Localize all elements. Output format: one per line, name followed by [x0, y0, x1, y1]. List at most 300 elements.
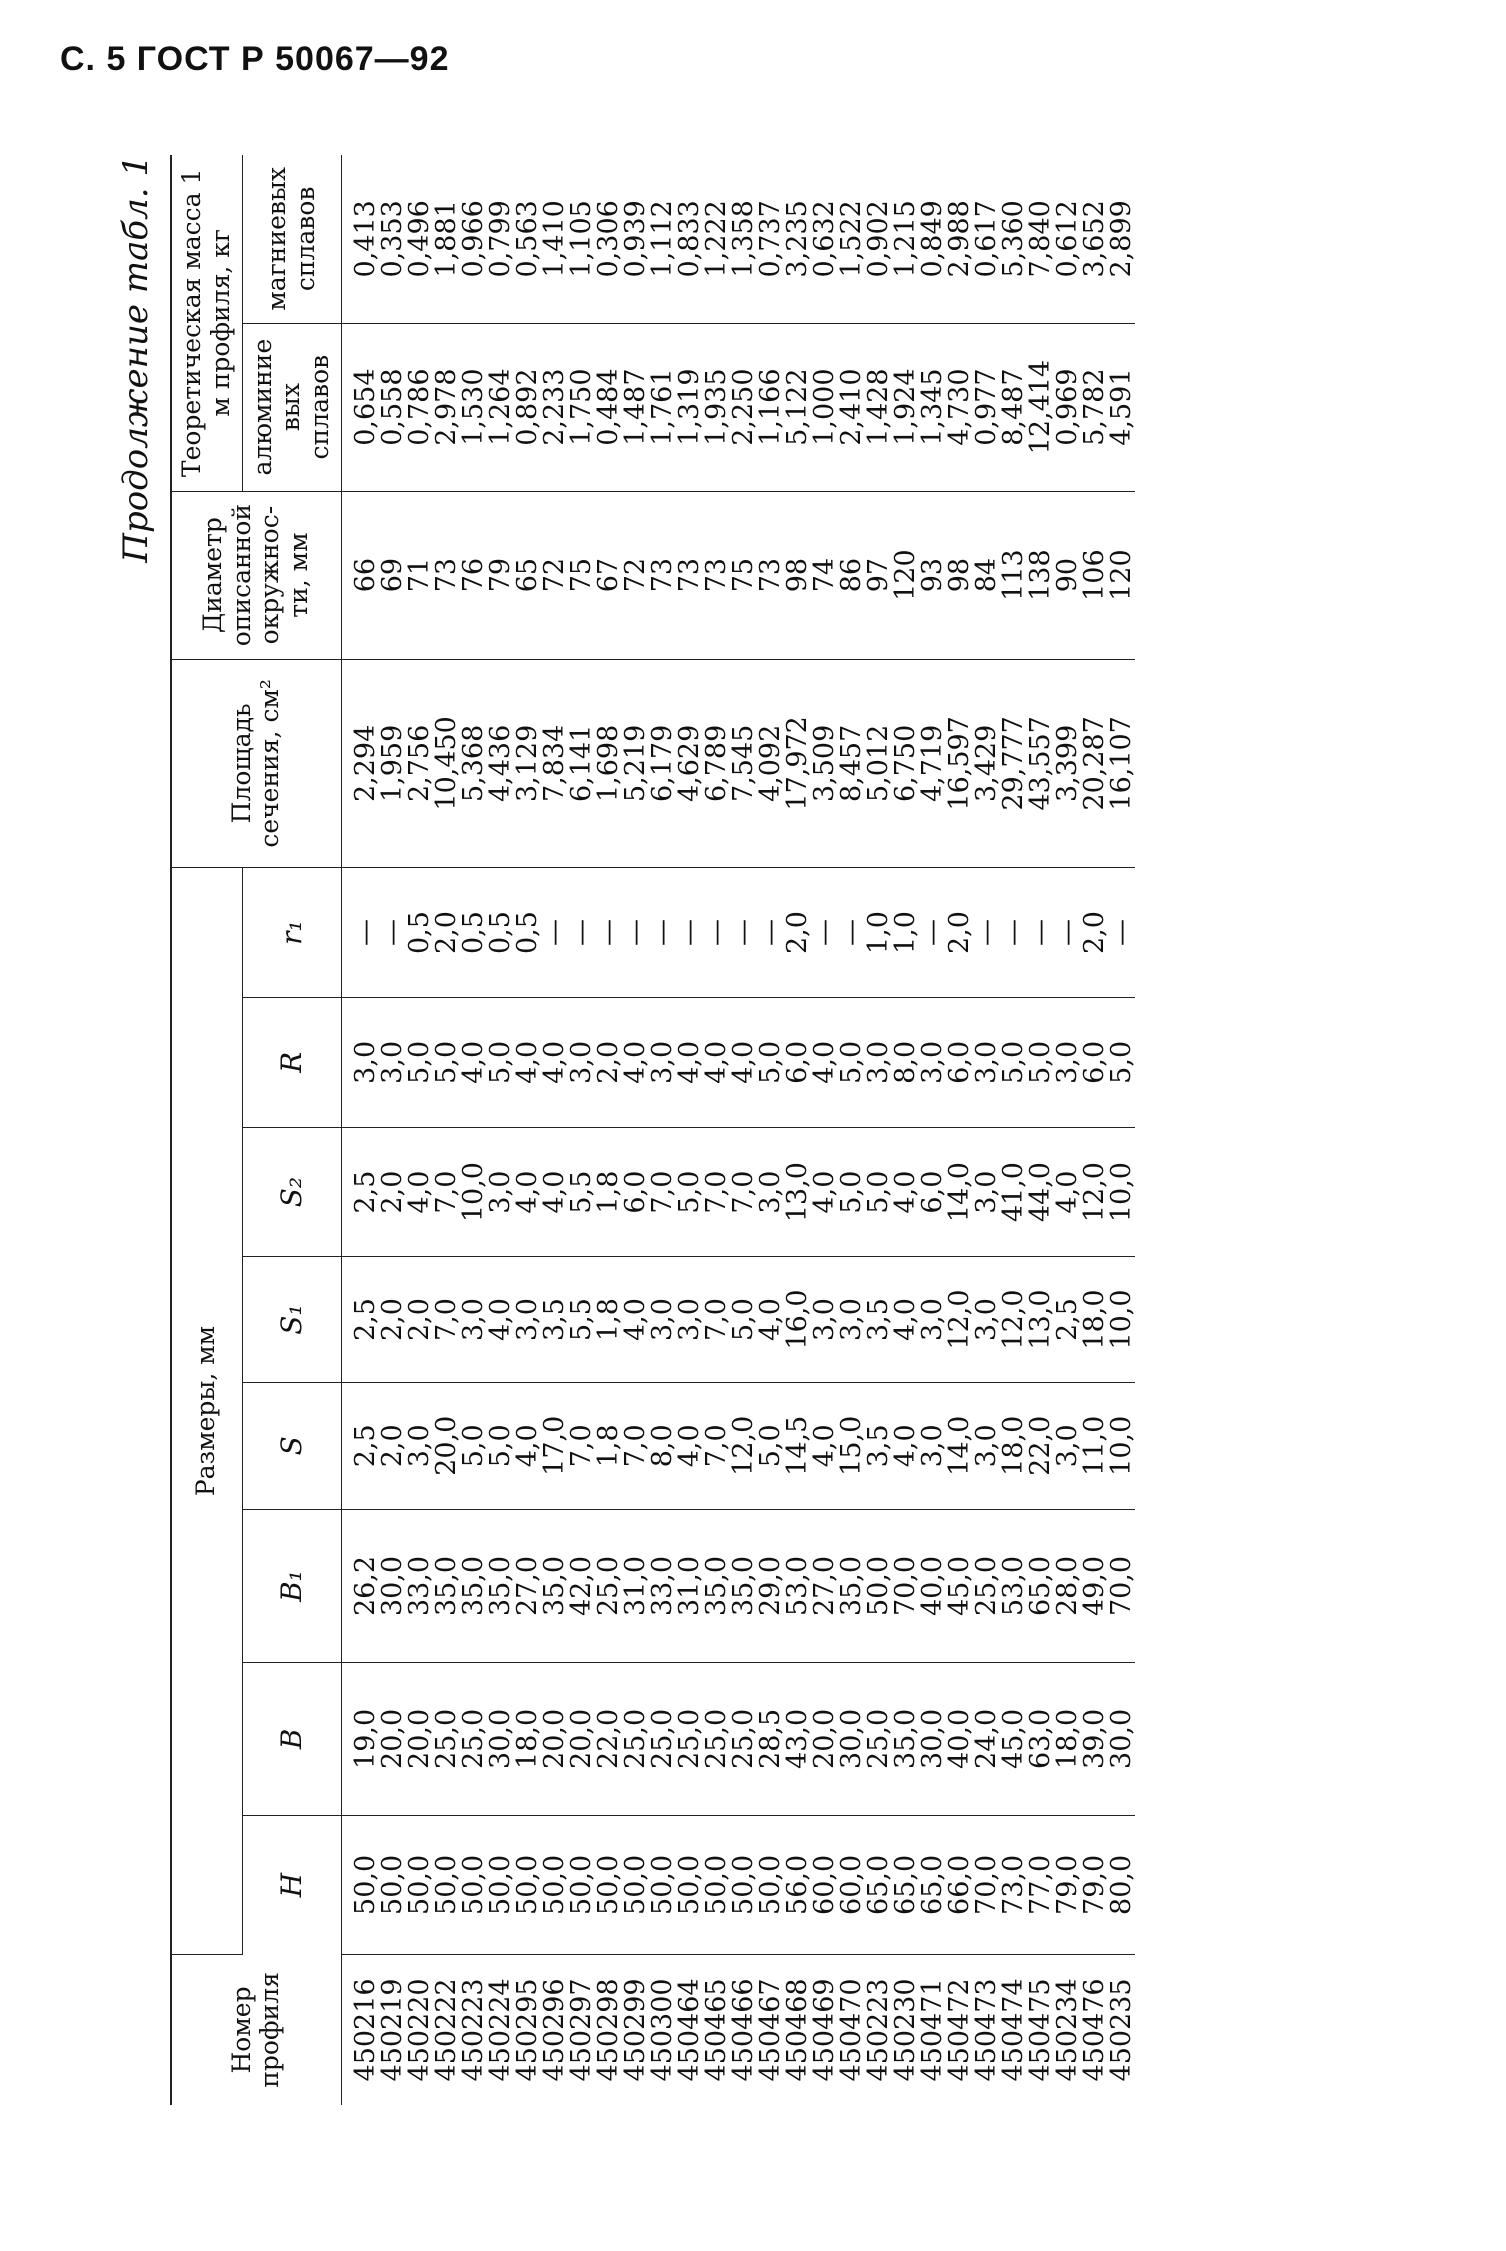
cell-R: 4,0 [700, 1040, 732, 1084]
cell-R: 6,0 [943, 1040, 975, 1084]
column-diameter [341, 491, 1135, 659]
cell-S2: 7,0 [430, 1170, 462, 1214]
cell-diameter: 76 [457, 557, 489, 593]
cell-S2: 2,5 [349, 1170, 381, 1214]
header-S2: S₂ [242, 1127, 341, 1257]
cell-H: 50,0 [457, 1854, 489, 1915]
header-H: H [242, 1815, 341, 1954]
cell-aluminium: 1,166 [754, 368, 786, 446]
cell-B: 20,0 [808, 1708, 840, 1769]
cell-S1: 2,5 [1051, 1298, 1083, 1341]
cell-profile: 450230 [889, 1978, 921, 2082]
cell-area: 2,294 [349, 724, 381, 803]
cell-profile: 450224 [484, 1978, 516, 2082]
cell-S: 8,0 [646, 1424, 678, 1468]
cell-magnesium: 5,360 [997, 200, 1029, 278]
cell-r1: 2,0 [943, 911, 975, 955]
cell-S1: 18,0 [1078, 1289, 1110, 1350]
cell-r1: — [754, 919, 786, 947]
cell-area: 4,092 [754, 724, 786, 803]
cell-B: 18,0 [1051, 1708, 1083, 1769]
cell-diameter: 138 [1024, 549, 1056, 601]
cell-S2: 3,0 [970, 1170, 1002, 1214]
cell-B1: 35,0 [700, 1555, 732, 1617]
cell-S1: 2,0 [403, 1298, 435, 1341]
cell-magnesium: 0,496 [403, 200, 435, 278]
cell-B1: 50,0 [862, 1555, 894, 1617]
cell-profile: 450297 [565, 1978, 597, 2082]
cell-S2: 4,0 [1051, 1170, 1083, 1214]
cell-area: 29,777 [997, 716, 1029, 811]
cell-profile: 450474 [997, 1978, 1029, 2082]
cell-R: 6,0 [1078, 1040, 1110, 1084]
cell-H: 66,0 [943, 1854, 975, 1915]
cell-R: 6,0 [781, 1040, 813, 1084]
cell-B1: 31,0 [673, 1555, 705, 1617]
cell-B1: 33,0 [403, 1555, 435, 1617]
cell-S: 15,0 [835, 1415, 867, 1476]
cell-area: 7,834 [538, 724, 570, 803]
cell-aluminium: 2,250 [727, 368, 759, 446]
cell-S1: 3,0 [511, 1298, 543, 1341]
cell-S: 7,0 [700, 1424, 732, 1468]
cell-B1: 35,0 [727, 1555, 759, 1617]
cell-S2: 4,0 [538, 1170, 570, 1214]
cell-R: 5,0 [1105, 1040, 1137, 1084]
cell-B: 25,0 [673, 1708, 705, 1769]
cell-B: 19,0 [349, 1708, 381, 1769]
cell-magnesium: 0,632 [808, 200, 840, 278]
cell-B1: 30,0 [376, 1555, 408, 1617]
cell-aluminium: 1,935 [700, 368, 732, 446]
cell-H: 79,0 [1051, 1854, 1083, 1915]
cell-diameter: 98 [781, 557, 813, 593]
cell-magnesium: 0,413 [349, 200, 381, 278]
cell-magnesium: 1,222 [700, 200, 732, 278]
cell-profile: 450234 [1051, 1978, 1083, 2082]
cell-S: 5,0 [457, 1424, 489, 1468]
cell-B: 24,0 [970, 1708, 1002, 1769]
cell-S1: 2,0 [376, 1298, 408, 1341]
cell-R: 3,0 [916, 1040, 948, 1084]
cell-r1: — [565, 919, 597, 947]
cell-r1: — [1024, 919, 1056, 947]
cell-S2: 5,0 [862, 1170, 894, 1214]
cell-aluminium: 1,428 [862, 368, 894, 446]
cell-S1: 2,5 [349, 1298, 381, 1341]
cell-magnesium: 1,112 [646, 200, 678, 278]
cell-R: 4,0 [808, 1040, 840, 1084]
cell-S: 1,8 [592, 1424, 624, 1468]
cell-r1: — [673, 919, 705, 947]
cell-S1: 3,0 [970, 1298, 1002, 1341]
cell-magnesium: 1,358 [727, 200, 759, 278]
cell-B: 28,5 [754, 1708, 786, 1769]
cell-S1: 10,0 [1105, 1289, 1137, 1350]
cell-R: 2,0 [592, 1040, 624, 1084]
cell-diameter: 73 [430, 557, 462, 593]
cell-r1: — [349, 919, 381, 947]
cell-B1: 70,0 [1105, 1555, 1137, 1617]
cell-B: 30,0 [835, 1708, 867, 1769]
profiles-table [170, 155, 1135, 2105]
cell-area: 3,399 [1051, 724, 1083, 803]
cell-area: 17,972 [781, 716, 813, 811]
cell-magnesium: 1,215 [889, 200, 921, 278]
cell-S2: 1,8 [592, 1170, 624, 1214]
cell-S: 7,0 [565, 1424, 597, 1468]
cell-area: 3,429 [970, 724, 1002, 803]
cell-S2: 6,0 [619, 1170, 651, 1214]
cell-S2: 3,0 [484, 1170, 516, 1214]
cell-B: 20,0 [565, 1708, 597, 1769]
cell-S1: 13,0 [1024, 1289, 1056, 1350]
header-r1: r₁ [242, 868, 341, 998]
cell-R: 5,0 [430, 1040, 462, 1084]
header-B1: B₁ [242, 1510, 341, 1663]
rotated-table-block [110, 155, 1410, 2105]
header-mass-group: Теоретическая масса 1 м профиля, кг [171, 155, 242, 491]
cell-magnesium: 2,988 [943, 200, 975, 278]
cell-profile: 450466 [727, 1978, 759, 2082]
cell-B1: 65,0 [1024, 1555, 1056, 1617]
cell-S1: 16,0 [781, 1289, 813, 1350]
cell-diameter: 73 [754, 557, 786, 593]
cell-aluminium: 2,410 [835, 368, 867, 446]
cell-R: 3,0 [565, 1040, 597, 1084]
cell-r1: 0,5 [511, 911, 543, 955]
cell-H: 50,0 [430, 1854, 462, 1915]
cell-S2: 4,0 [403, 1170, 435, 1214]
cell-B1: 31,0 [619, 1555, 651, 1617]
cell-B1: 27,0 [808, 1555, 840, 1617]
cell-B1: 49,0 [1078, 1555, 1110, 1617]
cell-S: 3,0 [916, 1424, 948, 1468]
cell-aluminium: 1,924 [889, 368, 921, 446]
cell-area: 6,141 [565, 724, 597, 803]
cell-aluminium: 0,558 [376, 368, 408, 446]
cell-magnesium: 0,617 [970, 200, 1002, 278]
cell-S2: 13,0 [781, 1162, 813, 1223]
cell-S: 3,0 [403, 1424, 435, 1468]
cell-S: 14,0 [943, 1415, 975, 1476]
cell-profile: 450476 [1078, 1978, 1110, 2082]
cell-S: 12,0 [727, 1415, 759, 1476]
cell-S1: 7,0 [700, 1298, 732, 1341]
cell-S: 11,0 [1078, 1415, 1110, 1476]
cell-profile: 450300 [646, 1978, 678, 2082]
cell-diameter: 74 [808, 557, 840, 593]
header-diameter: Диаметр описанной окружнос-ти, мм [171, 491, 341, 659]
cell-B: 25,0 [700, 1708, 732, 1769]
cell-area: 6,789 [700, 724, 732, 803]
header-profile: Номер профиля [171, 1954, 341, 2105]
cell-S2: 2,0 [376, 1170, 408, 1214]
cell-H: 50,0 [538, 1854, 570, 1915]
cell-r1: — [727, 919, 759, 947]
cell-R: 4,0 [457, 1040, 489, 1084]
cell-magnesium: 0,849 [916, 200, 948, 278]
cell-profile: 450222 [430, 1978, 462, 2082]
cell-S2: 12,0 [1078, 1162, 1110, 1223]
cell-profile: 450295 [511, 1978, 543, 2082]
cell-S: 22,0 [1024, 1415, 1056, 1476]
cell-profile: 450464 [673, 1978, 705, 2082]
cell-area: 43,557 [1024, 716, 1056, 811]
cell-R: 3,0 [862, 1040, 894, 1084]
cell-aluminium: 5,782 [1078, 368, 1110, 446]
header-aluminium: алюминие вых сплавов [242, 323, 341, 491]
cell-aluminium: 1,000 [808, 368, 840, 446]
cell-S2: 7,0 [727, 1170, 759, 1214]
cell-B: 20,0 [403, 1708, 435, 1769]
cell-r1: — [1051, 919, 1083, 947]
cell-area: 10,450 [430, 716, 462, 811]
cell-diameter: 66 [349, 557, 381, 593]
cell-aluminium: 8,487 [997, 368, 1029, 446]
cell-S: 4,0 [673, 1424, 705, 1468]
column-S2 [341, 1127, 1135, 1257]
cell-S: 3,0 [1051, 1424, 1083, 1468]
cell-S2: 5,0 [673, 1170, 705, 1214]
cell-B1: 35,0 [457, 1555, 489, 1617]
cell-aluminium: 4,591 [1105, 368, 1137, 446]
cell-H: 50,0 [484, 1854, 516, 1915]
cell-profile: 450475 [1024, 1978, 1056, 2082]
cell-B: 25,0 [430, 1708, 462, 1769]
cell-R: 5,0 [835, 1040, 867, 1084]
cell-area: 6,179 [646, 724, 678, 803]
cell-B: 25,0 [862, 1708, 894, 1769]
cell-area: 5,219 [619, 724, 651, 803]
column-R [341, 997, 1135, 1127]
cell-S2: 6,0 [916, 1170, 948, 1214]
cell-H: 50,0 [592, 1854, 624, 1915]
cell-profile: 450219 [376, 1978, 408, 2082]
cell-area: 7,545 [727, 724, 759, 803]
cell-B: 40,0 [943, 1708, 975, 1769]
cell-magnesium: 0,902 [862, 200, 894, 278]
cell-aluminium: 5,122 [781, 368, 813, 446]
cell-S1: 12,0 [997, 1289, 1029, 1350]
cell-aluminium: 1,487 [619, 368, 651, 446]
cell-S2: 10,0 [1105, 1162, 1137, 1223]
cell-diameter: 98 [943, 557, 975, 593]
cell-B1: 29,0 [754, 1555, 786, 1617]
cell-H: 50,0 [565, 1854, 597, 1915]
cell-magnesium: 1,410 [538, 200, 570, 278]
cell-S: 3,5 [862, 1424, 894, 1468]
header-S1: S₁ [242, 1257, 341, 1382]
column-magnesium [341, 155, 1135, 323]
cell-B1: 28,0 [1051, 1555, 1083, 1617]
cell-r1: — [700, 919, 732, 947]
page-header: С. 5 ГОСТ Р 50067—92 [60, 40, 450, 78]
cell-profile: 450467 [754, 1978, 786, 2082]
cell-S: 20,0 [430, 1415, 462, 1476]
cell-profile: 450299 [619, 1978, 651, 2082]
header-magnesium: магниевых сплавов [242, 155, 341, 323]
cell-area: 20,287 [1078, 716, 1110, 811]
cell-profile: 450235 [1105, 1978, 1137, 2082]
cell-S1: 1,8 [592, 1298, 624, 1341]
cell-aluminium: 0,484 [592, 368, 624, 446]
cell-B1: 53,0 [997, 1555, 1029, 1617]
cell-B: 35,0 [889, 1708, 921, 1769]
cell-B1: 35,0 [538, 1555, 570, 1617]
cell-diameter: 97 [862, 557, 894, 593]
cell-S1: 3,0 [835, 1298, 867, 1341]
cell-profile: 450472 [943, 1978, 975, 2082]
cell-S: 14,5 [781, 1415, 813, 1476]
cell-H: 50,0 [619, 1854, 651, 1915]
cell-R: 5,0 [754, 1040, 786, 1084]
cell-R: 3,0 [1051, 1040, 1083, 1084]
cell-r1: 1,0 [862, 911, 894, 955]
cell-diameter: 84 [970, 557, 1002, 593]
cell-r1: 2,0 [781, 911, 813, 955]
cell-B1: 25,0 [592, 1555, 624, 1617]
cell-diameter: 73 [673, 557, 705, 593]
cell-H: 50,0 [727, 1854, 759, 1915]
column-B [341, 1662, 1135, 1815]
cell-H: 50,0 [376, 1854, 408, 1915]
cell-S1: 4,0 [484, 1298, 516, 1341]
cell-S1: 3,0 [808, 1298, 840, 1341]
cell-H: 50,0 [646, 1854, 678, 1915]
cell-H: 50,0 [403, 1854, 435, 1915]
cell-B: 25,0 [646, 1708, 678, 1769]
cell-R: 3,0 [376, 1040, 408, 1084]
cell-diameter: 67 [592, 557, 624, 593]
cell-H: 50,0 [673, 1854, 705, 1915]
cell-S2: 10,0 [457, 1162, 489, 1223]
cell-R: 4,0 [538, 1040, 570, 1084]
cell-aluminium: 0,654 [349, 368, 381, 446]
cell-profile: 450471 [916, 1978, 948, 2082]
column-H [341, 1815, 1135, 1954]
cell-aluminium: 12,414 [1024, 359, 1056, 455]
cell-profile: 450220 [403, 1978, 435, 2082]
cell-H: 60,0 [808, 1854, 840, 1915]
cell-S: 5,0 [754, 1424, 786, 1468]
cell-S: 2,0 [376, 1424, 408, 1468]
cell-B1: 70,0 [889, 1555, 921, 1617]
cell-aluminium: 0,786 [403, 368, 435, 446]
cell-H: 50,0 [349, 1854, 381, 1915]
cell-magnesium: 0,966 [457, 200, 489, 278]
cell-aluminium: 1,264 [484, 368, 516, 446]
cell-profile: 450298 [592, 1978, 624, 2082]
cell-profile: 450223 [457, 1978, 489, 2082]
cell-S: 17,0 [538, 1415, 570, 1476]
cell-S2: 3,0 [754, 1170, 786, 1214]
cell-B1: 35,0 [430, 1555, 462, 1617]
cell-magnesium: 1,105 [565, 200, 597, 278]
cell-H: 73,0 [997, 1854, 1029, 1915]
cell-r1: 0,5 [484, 911, 516, 955]
column-area [341, 659, 1135, 868]
cell-B: 30,0 [1105, 1708, 1137, 1769]
header-sizes-group: Размеры, мм [171, 868, 242, 1955]
cell-S2: 5,0 [835, 1170, 867, 1214]
cell-r1: — [997, 919, 1029, 947]
cell-area: 16,107 [1105, 716, 1137, 811]
cell-S1: 7,0 [430, 1298, 462, 1341]
cell-S2: 4,0 [511, 1170, 543, 1214]
cell-profile: 450469 [808, 1978, 840, 2082]
cell-B1: 42,0 [565, 1555, 597, 1617]
cell-diameter: 65 [511, 557, 543, 593]
cell-aluminium: 1,530 [457, 368, 489, 446]
cell-S: 7,0 [619, 1424, 651, 1468]
cell-area: 5,368 [457, 724, 489, 803]
cell-S1: 5,5 [565, 1298, 597, 1341]
cell-aluminium: 2,978 [430, 368, 462, 446]
cell-R: 3,0 [349, 1040, 381, 1084]
cell-area: 4,719 [916, 724, 948, 803]
cell-S2: 4,0 [808, 1170, 840, 1214]
cell-H: 65,0 [916, 1854, 948, 1915]
cell-R: 5,0 [484, 1040, 516, 1084]
cell-B: 63,0 [1024, 1708, 1056, 1769]
cell-B1: 35,0 [835, 1555, 867, 1617]
cell-B1: 35,0 [484, 1555, 516, 1617]
cell-magnesium: 0,563 [511, 200, 543, 278]
cell-S1: 3,5 [538, 1298, 570, 1341]
cell-B: 39,0 [1078, 1708, 1110, 1769]
cell-S1: 5,0 [727, 1298, 759, 1341]
cell-area: 1,959 [376, 724, 408, 803]
header-area: Площадь сечения, см² [171, 659, 341, 868]
cell-diameter: 113 [997, 549, 1029, 601]
cell-B1: 26,2 [349, 1555, 381, 1617]
cell-B1: 25,0 [970, 1555, 1002, 1617]
cell-profile: 450468 [781, 1978, 813, 2082]
cell-H: 79,0 [1078, 1854, 1110, 1915]
cell-r1: — [970, 919, 1002, 947]
cell-S1: 4,0 [619, 1298, 651, 1341]
cell-aluminium: 4,730 [943, 368, 975, 446]
cell-area: 16,597 [943, 716, 975, 811]
cell-R: 4,0 [619, 1040, 651, 1084]
cell-S: 4,0 [511, 1424, 543, 1468]
cell-B1: 27,0 [511, 1555, 543, 1617]
cell-S2: 5,5 [565, 1170, 597, 1214]
cell-S: 10,0 [1105, 1415, 1137, 1476]
cell-H: 70,0 [970, 1854, 1002, 1915]
cell-diameter: 120 [889, 549, 921, 601]
cell-r1: 0,5 [403, 911, 435, 955]
cell-diameter: 72 [619, 557, 651, 593]
cell-area: 4,436 [484, 724, 516, 803]
cell-B: 18,0 [511, 1708, 543, 1769]
cell-B: 22,0 [592, 1708, 624, 1769]
cell-H: 77,0 [1024, 1854, 1056, 1915]
cell-magnesium: 7,840 [1024, 200, 1056, 278]
cell-r1: 2,0 [430, 911, 462, 955]
cell-diameter: 106 [1078, 549, 1110, 601]
cell-r1: — [646, 919, 678, 947]
cell-diameter: 93 [916, 557, 948, 593]
cell-B: 30,0 [916, 1708, 948, 1769]
cell-profile: 450296 [538, 1978, 570, 2082]
cell-magnesium: 3,652 [1078, 200, 1110, 278]
cell-S2: 4,0 [889, 1170, 921, 1214]
column-r1 [341, 868, 1135, 998]
cell-r1: 0,5 [457, 911, 489, 955]
cell-R: 3,0 [970, 1040, 1002, 1084]
